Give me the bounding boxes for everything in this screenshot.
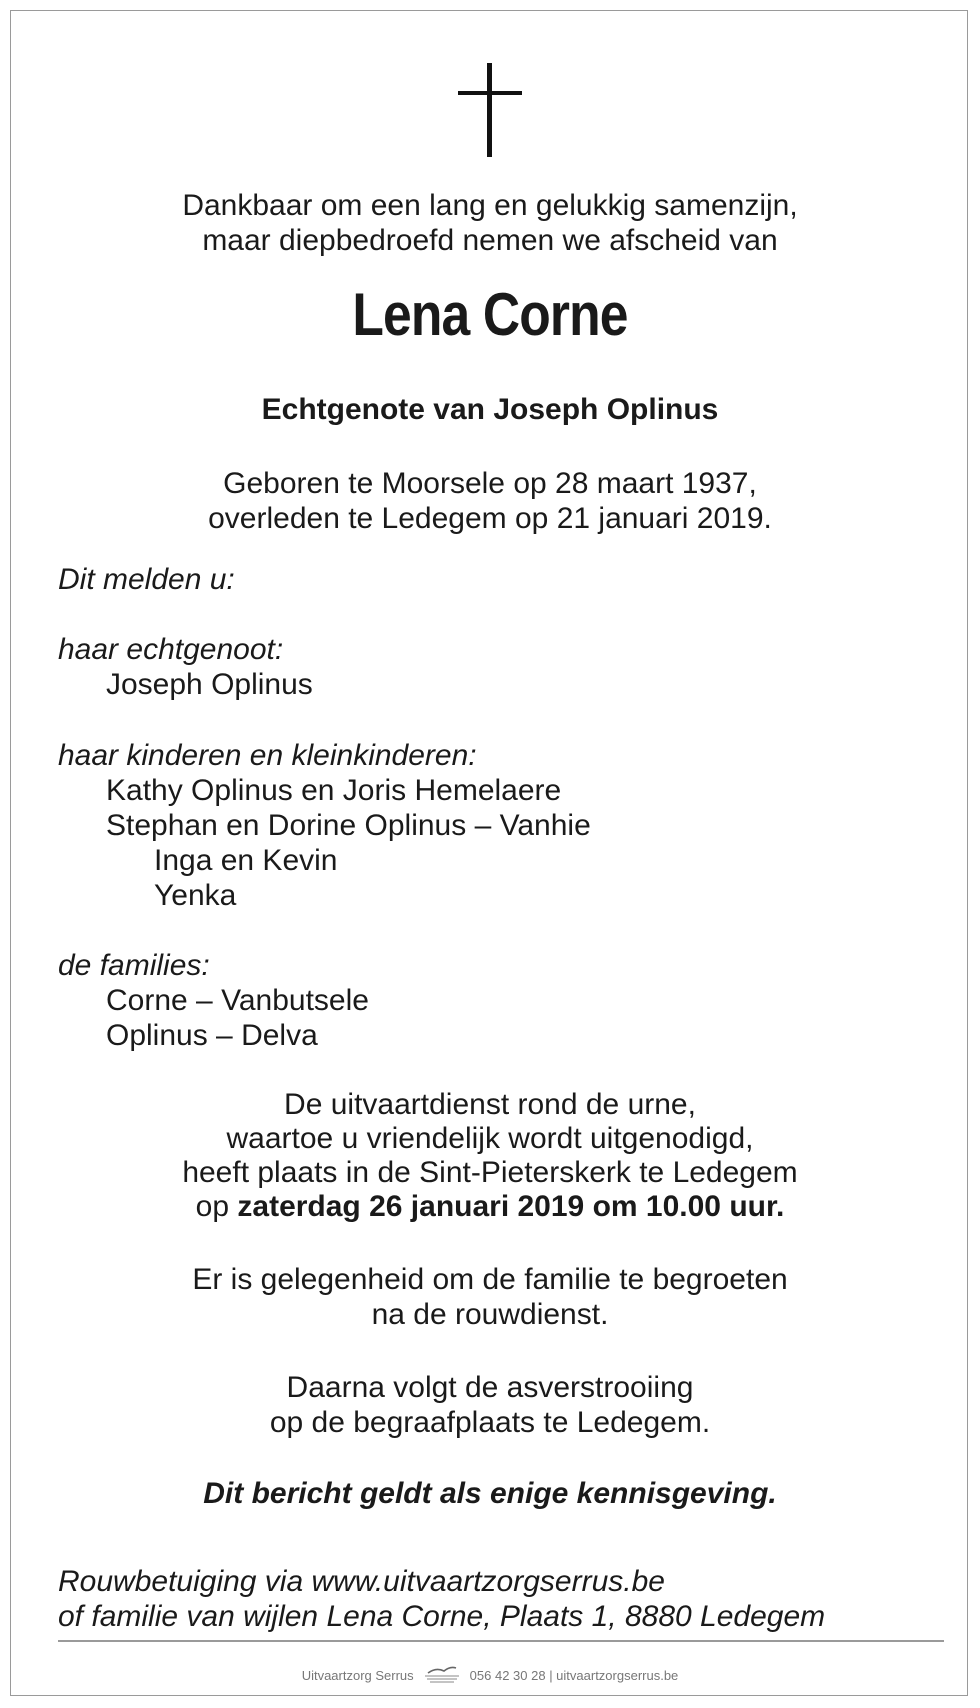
footer-contact: 056 42 30 28 | uitvaartzorgserrus.be (469, 1667, 679, 1683)
cross-icon (458, 63, 522, 157)
family-name: Oplinus – Delva (106, 1019, 318, 1052)
intro-text: Dit melden u: (58, 563, 235, 596)
group-heading: haar kinderen en kleinkinderen: (58, 739, 477, 772)
opening-text (0, 188, 980, 258)
condolence-line: of familie van wijlen Lena Corne, Plaats 1, 8880 Ledegem (58, 1600, 826, 1633)
family-name: Stephan en Dorine Oplinus – Vanhie (106, 809, 591, 842)
footer-company: Uitvaartzorg Serrus (301, 1667, 414, 1683)
service-date-bold: zaterdag 26 januari 2019 om 10.00 uur. (237, 1190, 785, 1223)
service-date (0, 1190, 980, 1224)
greeting-line: na de rouwdienst. (371, 1298, 609, 1331)
grandchild-name: Yenka (154, 879, 237, 912)
service-line: De uitvaartdienst rond de urne, (284, 1088, 696, 1121)
birth-line: Geboren te Moorsele op 28 maart 1937, (223, 467, 757, 500)
families-group (58, 948, 369, 1053)
service-date-prefix: op (195, 1190, 238, 1223)
deceased-name: Lena Corne (352, 281, 628, 348)
grandchild-name: Inga en Kevin (154, 844, 338, 877)
scattering-line: Daarna volgt de asverstrooiing (286, 1371, 694, 1404)
family-name: Kathy Oplinus en Joris Hemelaere (106, 774, 562, 807)
spouse-line: Echtgenote van Joseph Oplinus (261, 393, 719, 426)
children-group (58, 738, 591, 913)
service-line: heeft plaats in de Sint-Pieterskerk te Ledegem (182, 1156, 798, 1189)
opening-line-1: Dankbaar om een lang en gelukkig samenzijn, (182, 189, 798, 222)
group-heading: de families: (58, 949, 210, 982)
bird-waves-logo-icon (422, 1664, 462, 1686)
family-name: Joseph Oplinus (106, 668, 313, 701)
condolence-line: Rouwbetuiging via www.uitvaartzorgserrus.be (58, 1565, 665, 1598)
spouse-group (58, 632, 313, 702)
family-name: Corne – Vanbutsele (106, 984, 369, 1017)
service-line: waartoe u vriendelijk wordt uitgenodigd, (226, 1122, 754, 1155)
notice-text: Dit bericht geldt als enige kennisgeving. (203, 1477, 777, 1510)
condolence-info (58, 1564, 825, 1634)
footer-divider (58, 1640, 944, 1642)
service-info (0, 1088, 980, 1224)
scattering-info (0, 1370, 980, 1440)
greeting-line: Er is gelegenheid om de familie te begroeten (192, 1263, 788, 1296)
footer (0, 1660, 980, 1690)
greeting-info (0, 1262, 980, 1332)
scattering-line: op de begraafplaats te Ledegem. (269, 1406, 711, 1439)
birth-death-dates (0, 466, 980, 536)
death-line: overleden te Ledegem op 21 januari 2019. (208, 502, 772, 535)
opening-line-2: maar diepbedroefd nemen we afscheid van (202, 224, 778, 257)
group-heading: haar echtgenoot: (58, 633, 284, 666)
